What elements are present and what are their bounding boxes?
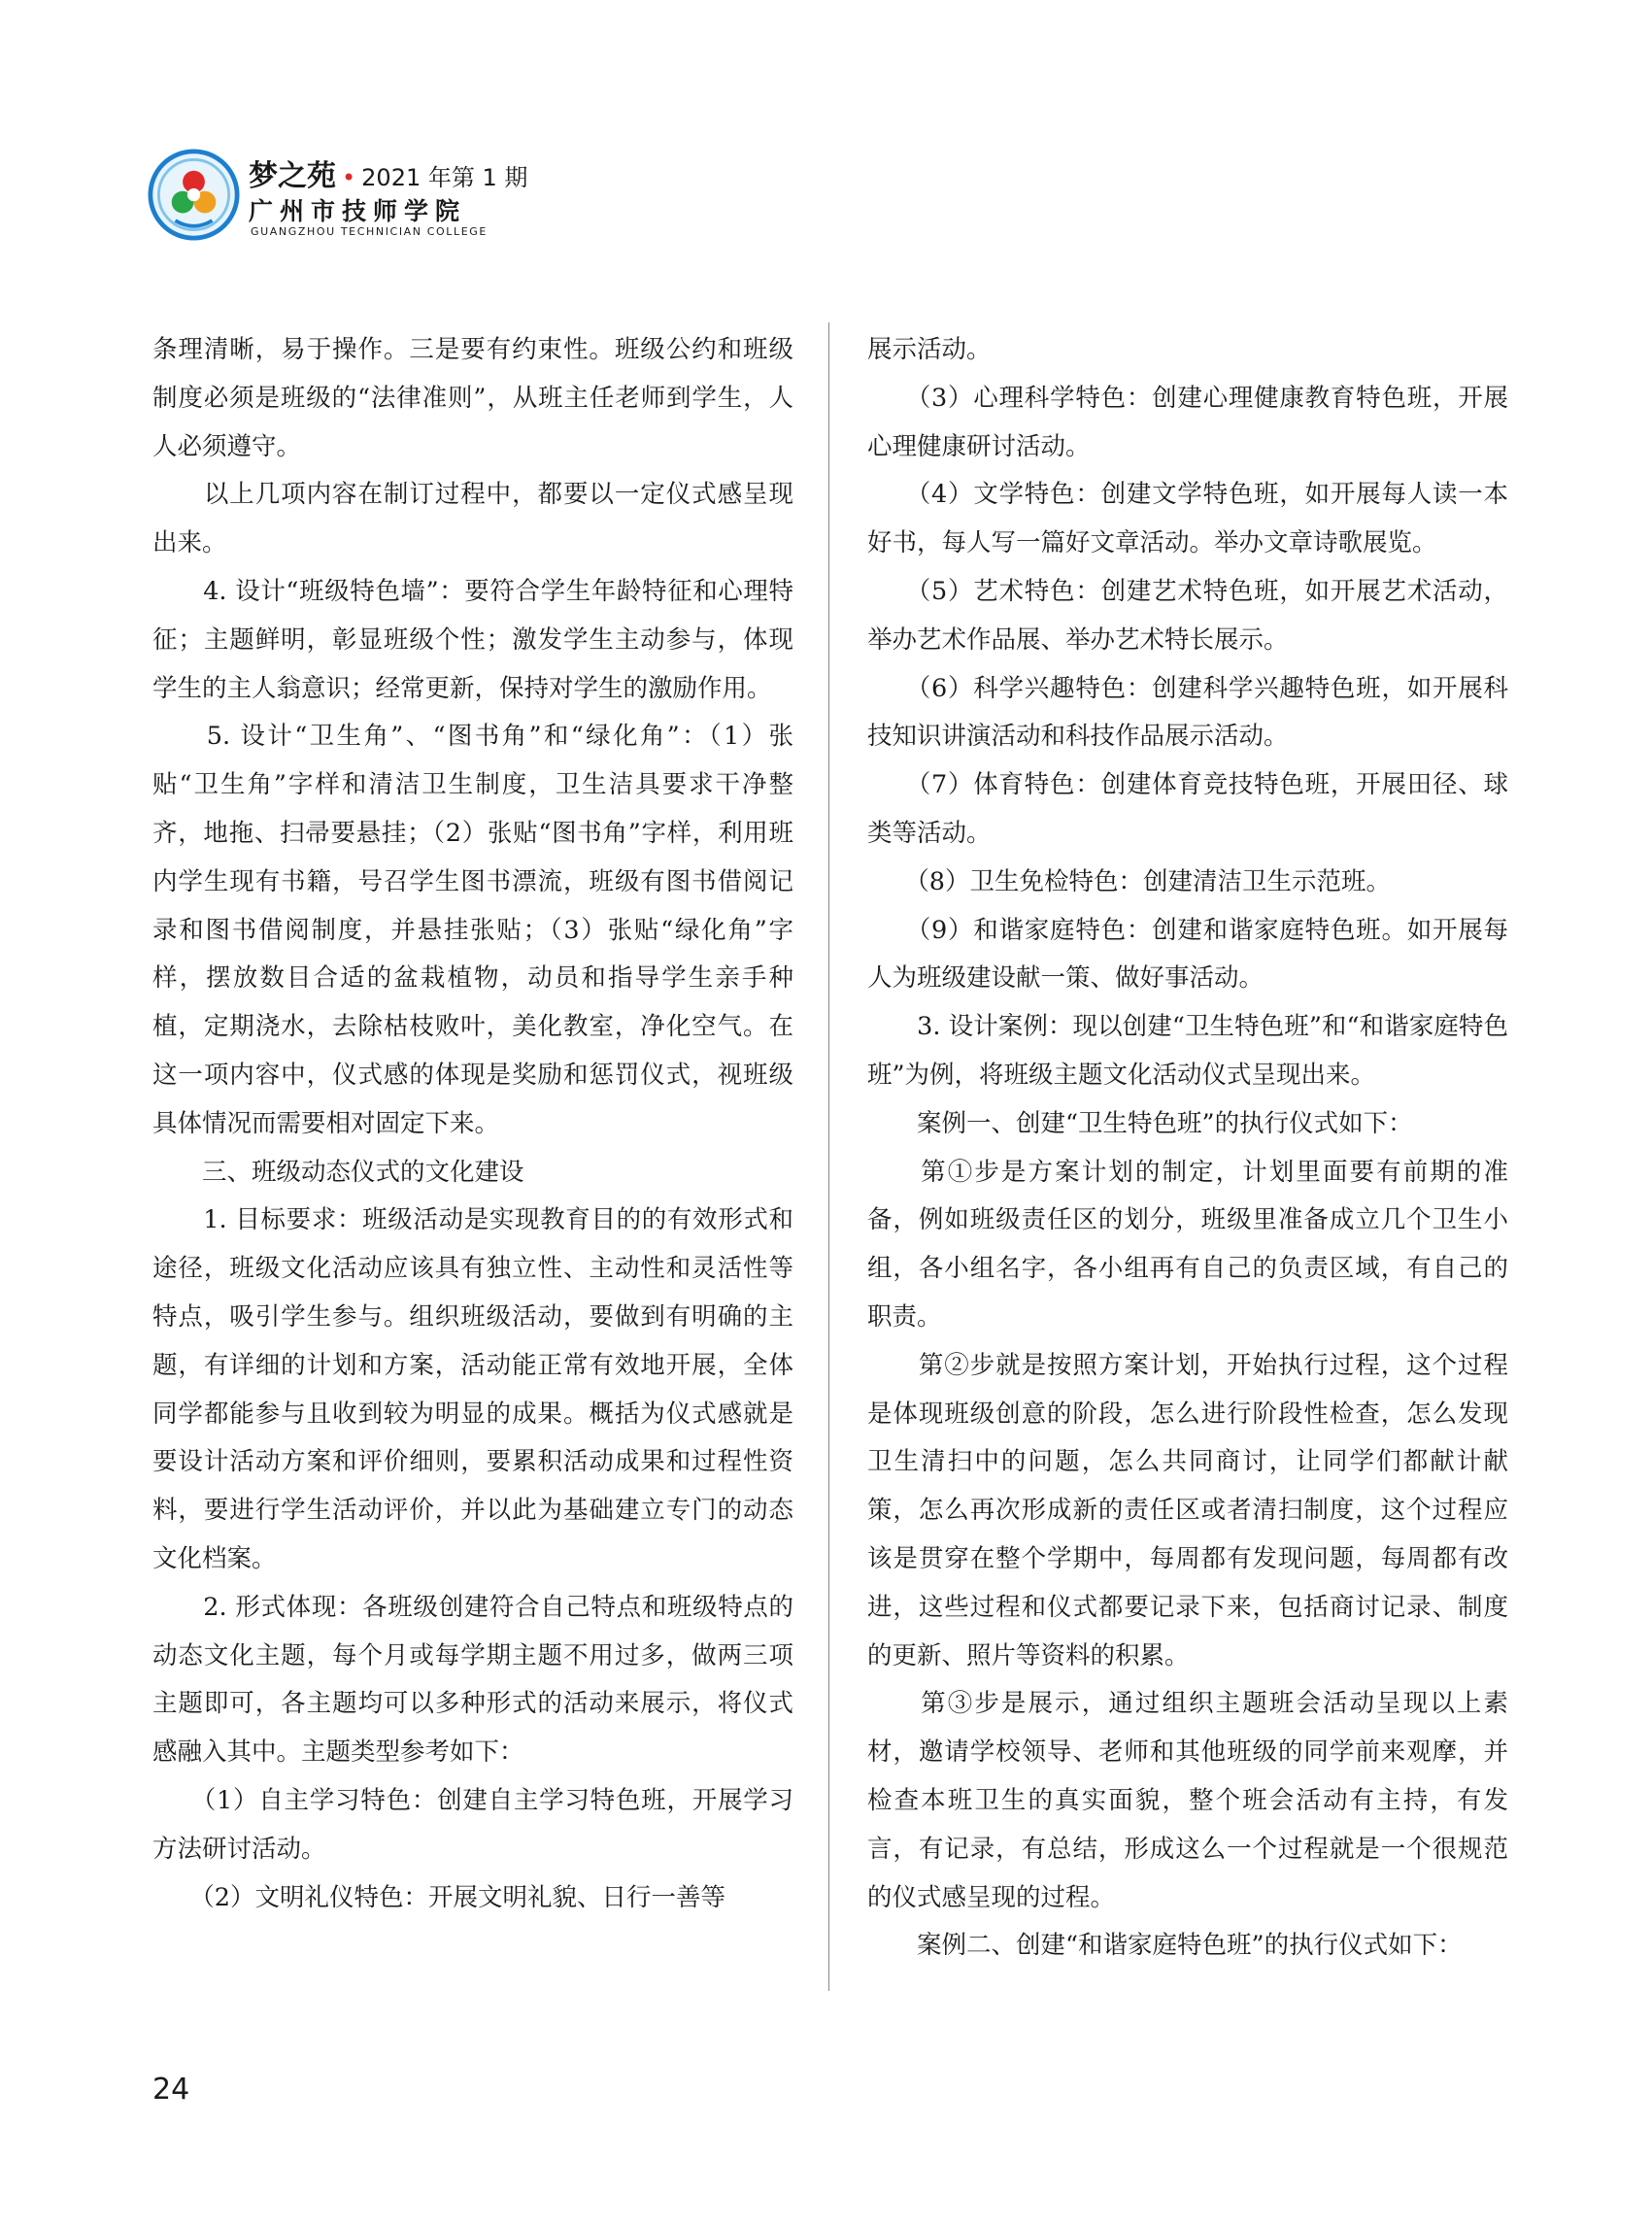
section-heading: 三、班级动态仪式的文化建设 [152, 1157, 524, 1187]
paragraph: 条理清晰，易于操作。三是要有约束性。班级公约和班级制度必须是班级的“法律准则”，从班主任老师到学生，人人必须遵守。 [152, 335, 793, 461]
paragraph: （5）艺术特色：创建艺术特色班，如开展艺术活动，举办艺术作品展、举办艺术特长展示。 [867, 576, 1508, 655]
paragraph: 5. 设计“卫生角”、“图书角”和“绿化角”：（1）张贴“卫生角”字样和清洁卫生制度，卫生洁具要求干净整齐，地拖、扫帚要悬挂；（2）张贴“图书角”字样，利用班内学生现有书籍，号召学生图书漂流，班级有图书借阅记录和图书借阅制度，并悬挂张贴；（3）张贴“绿化角”字样，摆放数目合适的盆栽植物，动员和指导学生亲手种植，定期浇水，去除枯枝败叶，美化教室，净化空气。在这一项内容中，仪式感的体现是奖励和惩罚仪式，视班级具体情况而需要相对固定下来。 [152, 722, 793, 1138]
right-column [867, 326, 1508, 1971]
paragraph: 4. 设计“班级特色墙”：要符合学生年龄特征和心理特征；主题鲜明，彰显班级个性；激发学生主动参与，体现学生的主人翁意识；经常更新，保持对学生的激励作用。 [152, 576, 793, 703]
left-column [152, 326, 793, 1922]
paragraph: （8）卫生免检特色：创建清洁卫生示范班。 [867, 866, 1391, 896]
paragraph: 2. 形式体现：各班级创建符合自己特点和班级特点的动态文化主题，每个月或每学期主题不用过多，做两三项主题即可，各主题均可以多种形式的活动来展示，将仪式感融入其中。主题类型参考如下： [152, 1592, 793, 1768]
paragraph: （9）和谐家庭特色：创建和谐家庭特色班。如开展每人为班级建设献一策、做好事活动。 [867, 915, 1508, 994]
paragraph: 第①步是方案计划的制定，计划里面要有前期的准备，例如班级责任区的划分，班级里准备成立几个卫生小组，各小组名字，各小组再有自己的负责区域，有自己的职责。 [867, 1157, 1508, 1332]
page-header [148, 146, 653, 243]
paragraph: 展示活动。 [867, 335, 992, 364]
paragraph: （4）文学特色：创建文学特色班，如开展每人读一本好书，每人写一篇好文章活动。举办文章诗歌展览。 [867, 480, 1508, 558]
college-logo-icon [148, 149, 240, 241]
paragraph: 案例一、创建“卫生特色班”的执行仪式如下： [867, 1108, 1413, 1138]
paragraph: 3. 设计案例：现以创建“卫生特色班”和“和谐家庭特色班”为例，将班级主题文化活动仪式呈现出来。 [867, 1012, 1508, 1090]
magazine-name: 梦之苑 [249, 159, 336, 193]
issue-number: 2021 年第 1 期 [361, 164, 528, 191]
column-divider [828, 322, 829, 1991]
paragraph: 1. 目标要求：班级活动是实现教育目的的有效形式和途径，班级文化活动应该具有独立性、主动性和灵活性等特点，吸引学生参与。组织班级活动，要做到有明确的主题，有详细的计划和方案，活动能正常有效地开展，全体同学都能参与且收到较为明显的成果。概括为仪式感就是要设计活动方案和评价细则，要累积活动成果和过程性资料，要进行学生活动评价，并以此为基础建立专门的动态文化档案。 [152, 1205, 793, 1573]
title-separator: • [342, 164, 356, 191]
paragraph: 以上几项内容在制订过程中，都要以一定仪式感呈现出来。 [152, 480, 793, 558]
college-name-cn: 广州市技师学院 [249, 197, 467, 225]
paragraph: 案例二、创建“和谐家庭特色班”的执行仪式如下： [867, 1931, 1463, 1961]
paragraph: （7）体育特色：创建体育竞技特色班，开展田径、球类等活动。 [867, 770, 1508, 848]
magazine-title [249, 152, 527, 194]
paragraph: （2）文明礼仪特色：开展文明礼貌、日行一善等 [152, 1882, 725, 1912]
college-name-en: GUANGZHOU TECHNICIAN COLLEGE [251, 225, 488, 238]
paragraph: （3）心理科学特色：创建心理健康教育特色班，开展心理健康研讨活动。 [867, 383, 1508, 461]
page-number: 24 [152, 2073, 190, 2107]
paragraph: 第②步就是按照方案计划，开始执行过程，这个过程是体现班级创意的阶段，怎么进行阶段性检查，怎么发现卫生清扫中的问题，怎么共同商讨，让同学们都献计献策，怎么再次形成新的责任区或者清扫制度，这个过程应该是贯穿在整个学期中，每周都有发现问题，每周都有改进，这些过程和仪式都要记录下来，包括商讨记录、制度的更新、照片等资料的积累。 [867, 1350, 1508, 1670]
paragraph: （1）自主学习特色：创建自主学习特色班，开展学习方法研讨活动。 [152, 1785, 793, 1864]
paragraph: （6）科学兴趣特色：创建科学兴趣特色班，如开展科技知识讲演活动和科技作品展示活动。 [867, 673, 1508, 752]
paragraph: 第③步是展示，通过组织主题班会活动呈现以上素材，邀请学校领导、老师和其他班级的同学前来观摩，并检查本班卫生的真实面貌，整个班会活动有主持，有发言，有记录，有总结，形成这么一个过程就是一个很规范的仪式感呈现的过程。 [867, 1689, 1508, 1912]
